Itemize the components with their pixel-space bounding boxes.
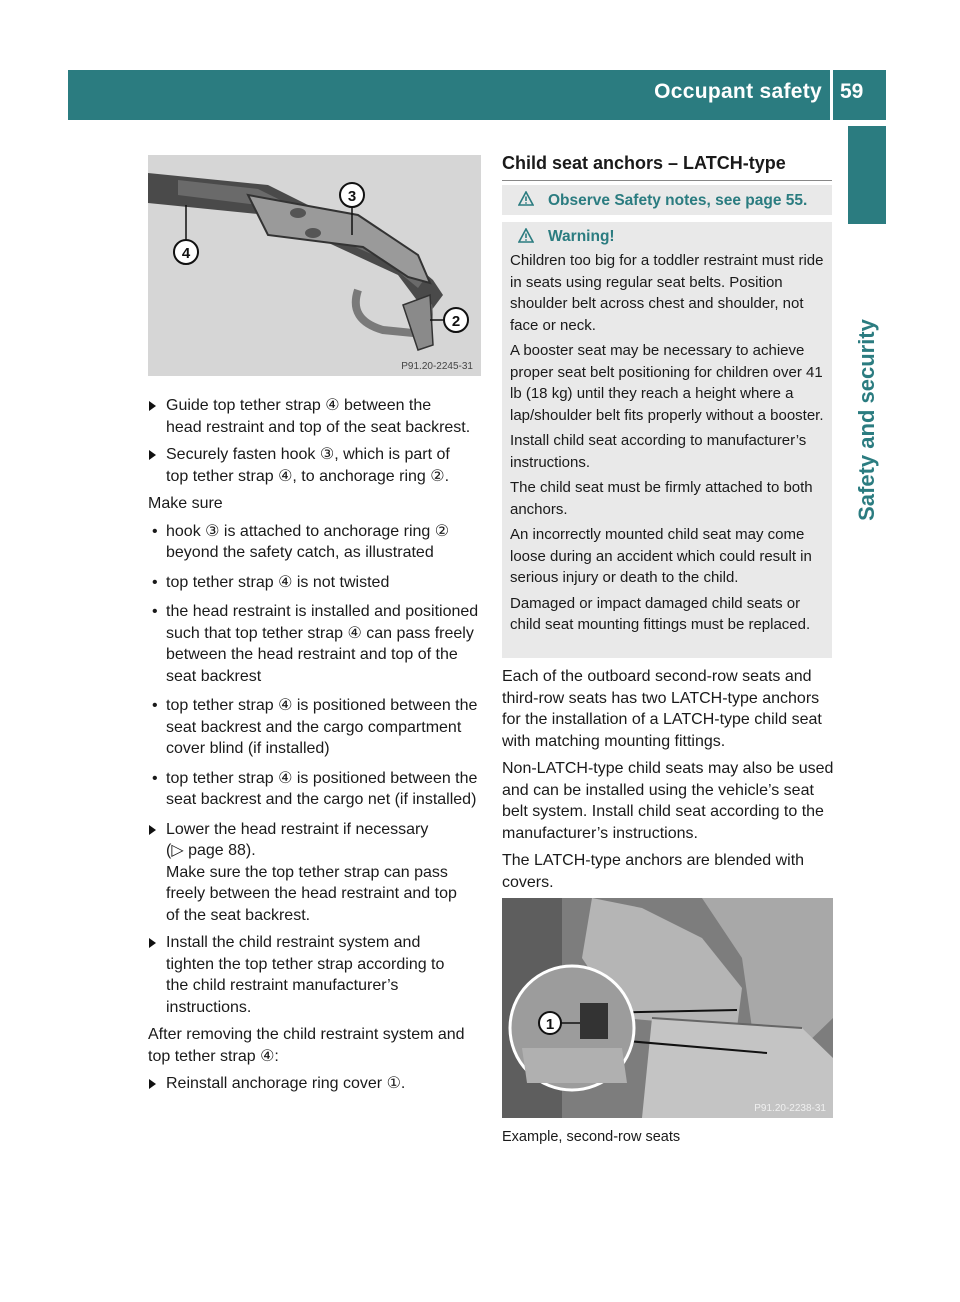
page-number: 59 — [840, 80, 864, 103]
list-item-text: top tether strap ④ is not twisted — [166, 573, 390, 591]
callout-label-4: 4 — [181, 245, 191, 262]
step-text: Guide top tether strap ④ between the head restraint and top of the seat backrest. — [166, 397, 471, 436]
callout-label-1: 1 — [545, 1016, 555, 1033]
warning-paragraph: Children too big for a toddler restraint must ride in seats using regular seat belts. Position shoulder belt across chest and shoulder, not face or neck. — [510, 252, 824, 334]
step-text: Securely fasten hook ③, which is part of top tether strap ④, to anchorage ring ②. — [166, 446, 450, 485]
warning-paragraph: An incorrectly mounted child seat may come loose during an accident which could result in serious injury or death to the child. — [510, 526, 812, 586]
list-item — [148, 572, 484, 594]
list-item-text: the head restraint is installed and positioned such that top tether strap ④ can pass freely between the head restraint and top of the seat backrest — [166, 603, 479, 685]
bullet-icon: • — [152, 769, 158, 787]
bullet-icon: • — [152, 522, 158, 540]
body-paragraph: Each of the outboard second-row seats and third-row seats has two LATCH-type anchors for the installation of a LATCH-type child seat with matching mounting fittings. — [502, 668, 822, 750]
warning-paragraph: The child seat must be firmly attached to both anchors. — [510, 479, 813, 518]
callout-label-3: 3 — [347, 188, 357, 205]
right-column-text — [502, 666, 834, 899]
instruction-step — [148, 444, 484, 487]
list-item — [148, 695, 484, 760]
instruction-step — [148, 395, 484, 438]
figure-code: P91.20-2238-31 — [754, 1103, 826, 1114]
warning-paragraph: Damaged or impact damaged child seats or child seat mounting fittings must be replaced. — [510, 594, 811, 633]
instruction-step — [148, 819, 484, 927]
tether-strap-illustration — [148, 155, 481, 376]
list-item-text: top tether strap ④ is positioned between the seat backrest and the cargo compartment cover blind (if installed) — [166, 697, 478, 757]
bullet-icon: • — [152, 697, 158, 714]
safety-note-text: Observe Safety notes, see page 55. — [548, 192, 808, 209]
left-column — [148, 395, 484, 1101]
callout-label-2: 2 — [451, 313, 461, 330]
instruction-step — [148, 932, 484, 1018]
step-text: Reinstall anchorage ring cover ①. — [166, 1075, 406, 1092]
second-row-seats-photo — [502, 898, 833, 1118]
page-title: Occupant safety — [654, 80, 822, 103]
bullet-icon: • — [152, 573, 158, 591]
warning-triangle-icon — [518, 228, 534, 244]
figure-caption: Example, second-row seats — [502, 1129, 681, 1145]
list-item — [148, 601, 484, 687]
section-side-label: Safety and security — [854, 319, 879, 521]
section-heading: Child seat anchors – LATCH-type — [502, 153, 832, 181]
warning-box — [502, 222, 832, 658]
list-item-text: hook ③ is attached to anchorage ring ② beyond the safety catch, as illustrated — [166, 522, 450, 561]
instruction-step — [148, 1073, 484, 1095]
bullet-icon: • — [152, 603, 158, 620]
warning-paragraph: A booster seat may be necessary to achieve proper seat belt positioning for children over 41 lb (18 kg) until they reach a height where a lap/shoulder belt fits properly without a booster. — [510, 342, 824, 424]
warning-body — [510, 250, 828, 640]
body-paragraph: Non-LATCH-type child seats may also be used and can be installed using the vehicle’s seat belt system. Install child seat according to the manufacturer’s instructions. — [502, 760, 834, 842]
list-item — [148, 768, 484, 811]
body-paragraph: The LATCH-type anchors are blended with covers. — [502, 852, 805, 891]
tether-strap-drawing — [148, 155, 481, 376]
figure-code: P91.20-2245-31 — [401, 361, 473, 372]
list-item — [148, 521, 484, 564]
after-removing-text: After removing the child restraint system and top tether strap ④: — [148, 1026, 465, 1065]
warning-paragraph: Install child seat according to manufacturer’s instructions. — [510, 432, 807, 471]
step-text: Install the child restraint system and tighten the top tether strap according to the child restraint manufacturer’s instructions. — [166, 934, 445, 1016]
warning-triangle-icon — [518, 191, 534, 207]
list-item-text: top tether strap ④ is positioned between the seat backrest and the cargo net (if installed) — [166, 769, 478, 808]
step-text: Lower the head restraint if necessary (▷ page 88). Make sure the top tether strap can pass freely between the head restraint and top of the seat backrest. — [166, 820, 457, 924]
seat-drawing — [502, 898, 833, 1118]
make-sure-label: Make sure — [148, 495, 223, 512]
side-tab — [848, 126, 886, 224]
warning-title: Warning! — [548, 228, 615, 245]
header-divider — [830, 70, 833, 120]
safety-note — [502, 185, 832, 215]
